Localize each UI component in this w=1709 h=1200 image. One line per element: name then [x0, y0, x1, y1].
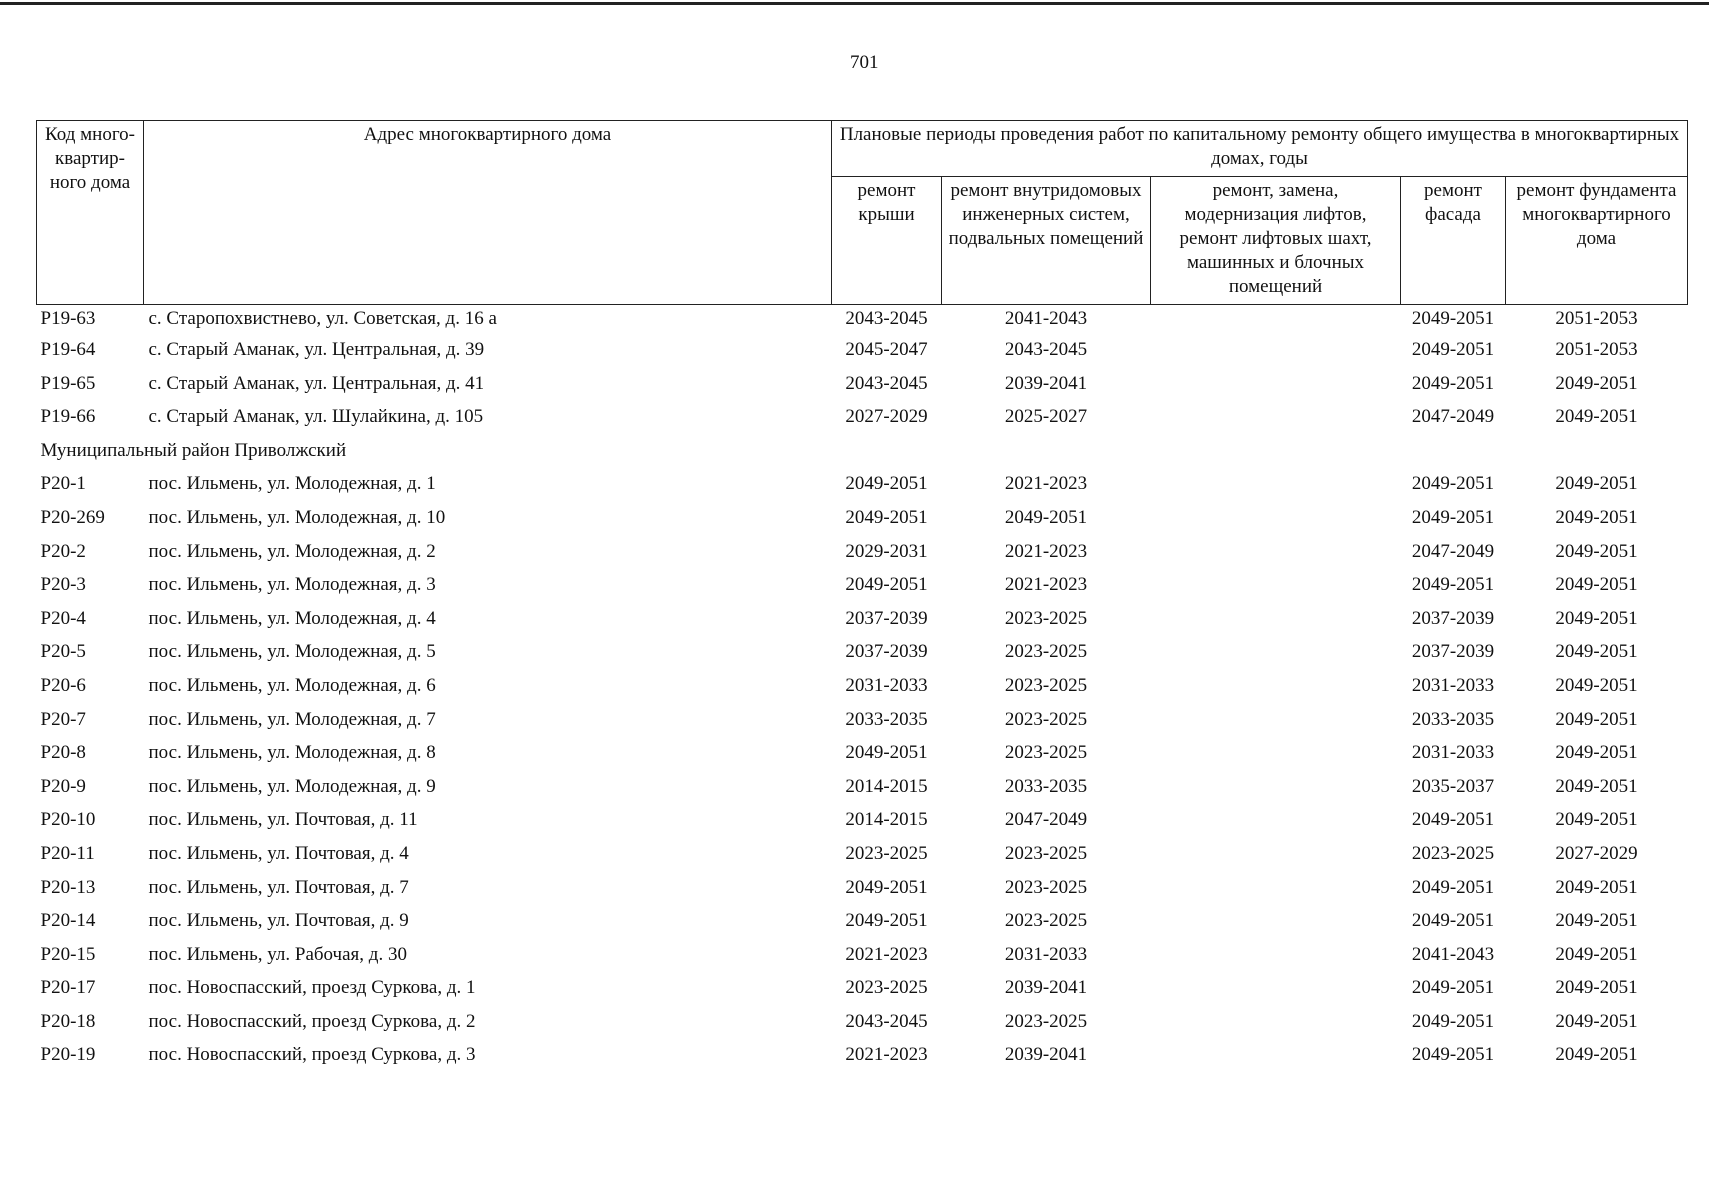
- header-facade: ремонт фасада: [1401, 177, 1506, 305]
- cell-facade: 2049-2051: [1411, 977, 1495, 999]
- cell-address: пос. Ильмень, ул. Молодежная, д. 9: [148, 775, 436, 797]
- cell-engineering: 2041-2043: [1004, 308, 1088, 329]
- cell-code: Р20-5: [40, 641, 86, 663]
- section-row: [37, 434, 1688, 468]
- cell-code: Р20-1: [40, 473, 86, 495]
- header-foundation: ремонт фундамента многоквартирного дома: [1506, 177, 1688, 305]
- cell-code: Р19-64: [40, 339, 96, 360]
- cell-facade: 2047-2049: [1411, 540, 1495, 562]
- cell-code: Р20-18: [40, 1010, 96, 1032]
- top-rule: [0, 2, 1709, 5]
- cell-engineering: 2021-2023: [1004, 473, 1088, 495]
- cell-engineering: 2023-2025: [1004, 1010, 1088, 1032]
- cell-elevators: [1151, 871, 1401, 905]
- cell-elevators: [1151, 837, 1401, 871]
- cell-foundation: 2049-2051: [1555, 473, 1638, 495]
- cell-address: пос. Ильмень, ул. Молодежная, д. 2: [148, 540, 436, 562]
- cell-foundation: 2049-2051: [1555, 943, 1638, 965]
- cell-engineering: 2025-2027: [1004, 406, 1088, 428]
- cell-roof: 2049-2051: [845, 574, 928, 596]
- cell-elevators: [1151, 400, 1401, 434]
- cell-facade: 2035-2037: [1411, 775, 1495, 797]
- cell-code: Р20-6: [40, 674, 86, 696]
- table-row: [37, 669, 1688, 703]
- cell-foundation: 2049-2051: [1555, 506, 1638, 528]
- table-row: [37, 703, 1688, 737]
- cell-elevators: [1151, 703, 1401, 737]
- cell-facade: 2023-2025: [1411, 842, 1495, 864]
- cell-engineering: 2031-2033: [1004, 943, 1088, 965]
- cell-code: Р20-19: [40, 1044, 96, 1066]
- cell-code: Р19-63: [40, 308, 96, 329]
- cell-address: пос. Ильмень, ул. Почтовая, д. 4: [148, 842, 409, 864]
- cell-code: Р20-7: [40, 708, 86, 730]
- cell-foundation: 2049-2051: [1555, 372, 1638, 394]
- cell-elevators: [1151, 305, 1401, 334]
- cell-elevators: [1151, 904, 1401, 938]
- cell-facade: 2037-2039: [1411, 607, 1495, 629]
- cell-roof: 2043-2045: [845, 308, 928, 329]
- table-row: [37, 501, 1688, 535]
- cell-roof: 2043-2045: [845, 1010, 928, 1032]
- header-engineering: ремонт внутридомовых инженерных систем, подвальных помещений: [942, 177, 1151, 305]
- capital-repair-table: [36, 120, 1688, 1072]
- cell-facade: 2037-2039: [1411, 641, 1495, 663]
- cell-foundation: 2049-2051: [1555, 708, 1638, 730]
- cell-elevators: [1151, 803, 1401, 837]
- cell-engineering: 2023-2025: [1004, 876, 1088, 898]
- table-header: [37, 121, 1688, 305]
- cell-roof: 2049-2051: [845, 742, 928, 764]
- cell-elevators: [1151, 938, 1401, 972]
- cell-code: Р20-17: [40, 977, 96, 999]
- cell-engineering: 2023-2025: [1004, 674, 1088, 696]
- cell-foundation: 2049-2051: [1555, 574, 1638, 596]
- cell-roof: 2023-2025: [845, 842, 928, 864]
- cell-foundation: 2049-2051: [1555, 910, 1638, 932]
- table-row: [37, 938, 1688, 972]
- cell-code: Р20-3: [40, 574, 86, 596]
- cell-foundation: 2049-2051: [1555, 607, 1638, 629]
- page-number: 701: [850, 52, 879, 73]
- header-roof: ремонт крыши: [832, 177, 942, 305]
- table-row: [37, 971, 1688, 1005]
- cell-foundation: 2051-2053: [1555, 308, 1638, 329]
- cell-code: Р20-10: [40, 809, 96, 831]
- table-row: [37, 837, 1688, 871]
- cell-engineering: 2023-2025: [1004, 708, 1088, 730]
- cell-code: Р20-269: [40, 506, 105, 528]
- table-body: [37, 305, 1688, 1073]
- cell-elevators: [1151, 971, 1401, 1005]
- cell-roof: 2049-2051: [845, 506, 928, 528]
- cell-engineering: 2023-2025: [1004, 641, 1088, 663]
- cell-elevators: [1151, 367, 1401, 401]
- cell-engineering: 2049-2051: [1004, 506, 1088, 528]
- cell-code: Р20-15: [40, 943, 96, 965]
- cell-facade: 2049-2051: [1411, 506, 1495, 528]
- table-row: [37, 803, 1688, 837]
- cell-engineering: 2023-2025: [1004, 842, 1088, 864]
- cell-elevators: [1151, 602, 1401, 636]
- table-row: [37, 467, 1688, 501]
- table-row: [37, 535, 1688, 569]
- cell-address: с. Старый Аманак, ул. Центральная, д. 41: [148, 372, 485, 394]
- cell-roof: 2031-2033: [845, 674, 928, 696]
- cell-address: пос. Ильмень, ул. Молодежная, д. 3: [148, 574, 436, 596]
- cell-address: пос. Ильмень, ул. Молодежная, д. 8: [148, 742, 436, 764]
- table-row: [37, 635, 1688, 669]
- cell-roof: 2043-2045: [845, 372, 928, 394]
- cell-facade: 2049-2051: [1411, 809, 1495, 831]
- cell-engineering: 2023-2025: [1004, 742, 1088, 764]
- cell-address: с. Старый Аманак, ул. Шулайкина, д. 105: [148, 406, 484, 428]
- cell-roof: 2021-2023: [845, 943, 928, 965]
- header-elevators: ремонт, замена, модернизация лифтов, ремонт лифтовых шахт, машинных и блочных помещений: [1151, 177, 1401, 305]
- cell-code: Р20-4: [40, 607, 86, 629]
- cell-engineering: 2023-2025: [1004, 910, 1088, 932]
- cell-code: Р20-9: [40, 775, 86, 797]
- cell-roof: 2029-2031: [845, 540, 928, 562]
- cell-address: пос. Новоспасский, проезд Суркова, д. 3: [148, 1044, 476, 1066]
- cell-foundation: 2049-2051: [1555, 742, 1638, 764]
- cell-roof: 2014-2015: [845, 809, 928, 831]
- cell-engineering: 2039-2041: [1004, 372, 1088, 394]
- cell-roof: 2049-2051: [845, 910, 928, 932]
- cell-elevators: [1151, 669, 1401, 703]
- cell-roof: 2027-2029: [845, 406, 928, 428]
- cell-foundation: 2049-2051: [1555, 406, 1638, 428]
- cell-elevators: [1151, 333, 1401, 367]
- cell-elevators: [1151, 1005, 1401, 1039]
- cell-facade: 2049-2051: [1411, 339, 1495, 360]
- cell-code: Р20-2: [40, 540, 86, 562]
- cell-code: Р19-66: [40, 406, 96, 428]
- cell-address: пос. Ильмень, ул. Почтовая, д. 11: [148, 809, 418, 831]
- cell-elevators: [1151, 770, 1401, 804]
- cell-engineering: 2023-2025: [1004, 607, 1088, 629]
- cell-code: Р19-65: [40, 372, 96, 394]
- table-row: [37, 602, 1688, 636]
- cell-roof: 2021-2023: [845, 1044, 928, 1066]
- table-row: [37, 333, 1688, 367]
- cell-facade: 2049-2051: [1411, 1010, 1495, 1032]
- cell-foundation: 2049-2051: [1555, 876, 1638, 898]
- table-row: [37, 770, 1688, 804]
- table-row: [37, 305, 1688, 334]
- cell-elevators: [1151, 501, 1401, 535]
- cell-address: пос. Ильмень, ул. Молодежная, д. 7: [148, 708, 436, 730]
- cell-foundation: 2049-2051: [1555, 1010, 1638, 1032]
- table-row: [37, 871, 1688, 905]
- cell-address: пос. Новоспасский, проезд Суркова, д. 2: [148, 1010, 476, 1032]
- cell-roof: 2014-2015: [845, 775, 928, 797]
- cell-address: пос. Ильмень, ул. Рабочая, д. 30: [148, 943, 407, 965]
- header-code: Код много-квартир-ного дома: [37, 121, 144, 305]
- cell-address: пос. Ильмень, ул. Молодежная, д. 5: [148, 641, 436, 663]
- header-periods-group: Плановые периоды проведения работ по капитальному ремонту общего имущества в многоквартирных домах, годы: [832, 121, 1688, 177]
- cell-roof: 2037-2039: [845, 607, 928, 629]
- cell-address: пос. Ильмень, ул. Молодежная, д. 4: [148, 607, 436, 629]
- cell-address: пос. Новоспасский, проезд Суркова, д. 1: [148, 977, 476, 999]
- cell-elevators: [1151, 535, 1401, 569]
- cell-address: пос. Ильмень, ул. Почтовая, д. 7: [148, 876, 409, 898]
- cell-facade: 2049-2051: [1411, 473, 1495, 495]
- cell-facade: 2049-2051: [1411, 574, 1495, 596]
- cell-elevators: [1151, 635, 1401, 669]
- cell-code: Р20-8: [40, 742, 86, 764]
- cell-engineering: 2021-2023: [1004, 540, 1088, 562]
- cell-engineering: 2039-2041: [1004, 1044, 1088, 1066]
- cell-address: пос. Ильмень, ул. Молодежная, д. 10: [148, 506, 446, 528]
- table-row: [37, 736, 1688, 770]
- cell-address: пос. Ильмень, ул. Почтовая, д. 9: [148, 910, 409, 932]
- cell-address: пос. Ильмень, ул. Молодежная, д. 6: [148, 674, 436, 696]
- cell-code: Р20-11: [40, 842, 95, 864]
- cell-engineering: 2039-2041: [1004, 977, 1088, 999]
- cell-foundation: 2027-2029: [1555, 842, 1638, 864]
- cell-elevators: [1151, 1038, 1401, 1072]
- cell-engineering: 2043-2045: [1004, 339, 1088, 360]
- cell-facade: 2031-2033: [1411, 742, 1495, 764]
- cell-roof: 2023-2025: [845, 977, 928, 999]
- cell-facade: 2033-2035: [1411, 708, 1495, 730]
- cell-engineering: 2021-2023: [1004, 574, 1088, 596]
- cell-code: Р20-13: [40, 876, 96, 898]
- table-row: [37, 568, 1688, 602]
- cell-elevators: [1151, 467, 1401, 501]
- table-row: [37, 400, 1688, 434]
- cell-foundation: 2049-2051: [1555, 1044, 1638, 1066]
- cell-facade: 2049-2051: [1411, 308, 1495, 329]
- cell-facade: 2047-2049: [1411, 406, 1495, 428]
- cell-facade: 2049-2051: [1411, 910, 1495, 932]
- cell-roof: 2033-2035: [845, 708, 928, 730]
- cell-facade: 2049-2051: [1411, 876, 1495, 898]
- cell-address: с. Старый Аманак, ул. Центральная, д. 39: [148, 339, 485, 360]
- cell-facade: 2031-2033: [1411, 674, 1495, 696]
- cell-roof: 2049-2051: [845, 473, 928, 495]
- cell-engineering: 2047-2049: [1004, 809, 1088, 831]
- cell-foundation: 2049-2051: [1555, 809, 1638, 831]
- cell-elevators: [1151, 568, 1401, 602]
- cell-facade: 2049-2051: [1411, 372, 1495, 394]
- cell-facade: 2049-2051: [1411, 1044, 1495, 1066]
- cell-engineering: 2033-2035: [1004, 775, 1088, 797]
- cell-roof: 2045-2047: [845, 339, 928, 360]
- table-row: [37, 904, 1688, 938]
- header-address: Адрес многоквартирного дома: [144, 121, 832, 305]
- cell-foundation: 2049-2051: [1555, 977, 1638, 999]
- cell-roof: 2049-2051: [845, 876, 928, 898]
- cell-foundation: 2049-2051: [1555, 540, 1638, 562]
- section-title: Муниципальный район Приволжский: [40, 439, 347, 461]
- cell-foundation: 2051-2053: [1555, 339, 1638, 360]
- cell-foundation: 2049-2051: [1555, 641, 1638, 663]
- cell-code: Р20-14: [40, 910, 96, 932]
- table-row: [37, 1038, 1688, 1072]
- cell-roof: 2037-2039: [845, 641, 928, 663]
- cell-foundation: 2049-2051: [1555, 674, 1638, 696]
- cell-address: с. Старопохвистнево, ул. Советская, д. 16 а: [148, 308, 497, 329]
- cell-foundation: 2049-2051: [1555, 775, 1638, 797]
- cell-address: пос. Ильмень, ул. Молодежная, д. 1: [148, 473, 436, 495]
- table-row: [37, 1005, 1688, 1039]
- table-row: [37, 367, 1688, 401]
- cell-facade: 2041-2043: [1411, 943, 1495, 965]
- cell-elevators: [1151, 736, 1401, 770]
